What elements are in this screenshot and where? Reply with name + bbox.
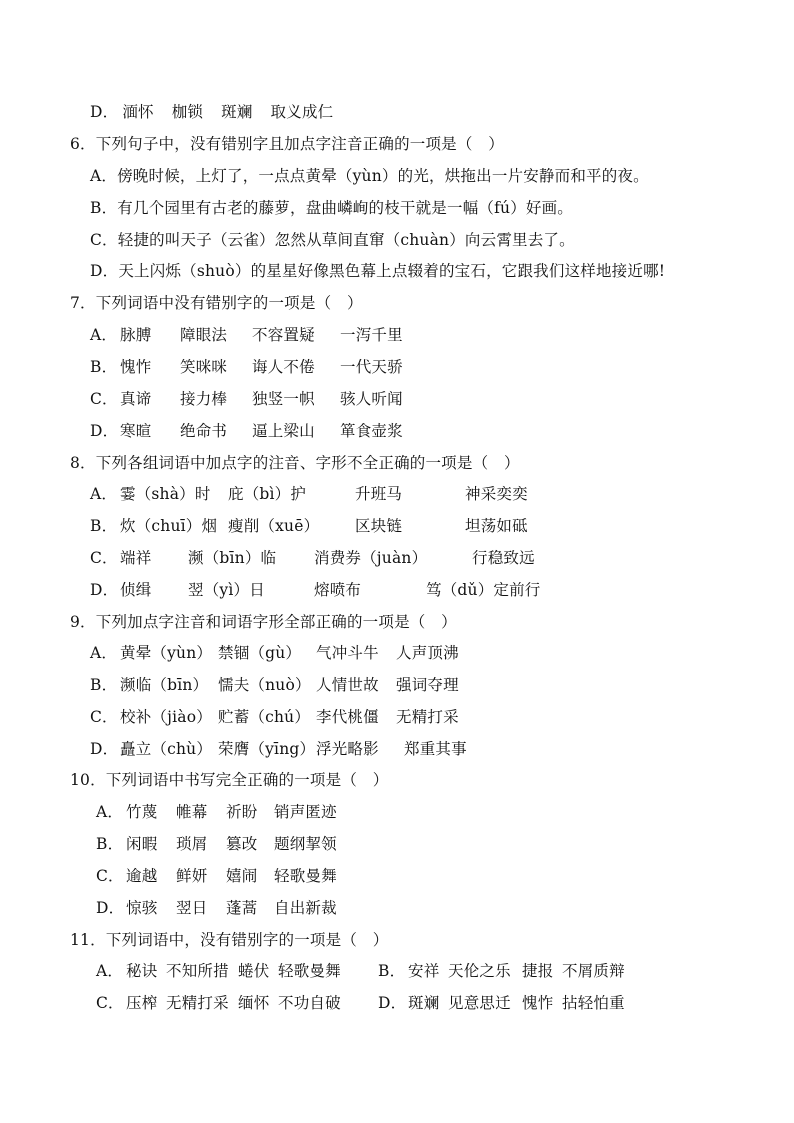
option-label: D． [90,740,119,758]
option-label: D． [378,994,407,1012]
option-word: 李代桃僵 [316,708,379,726]
option-label: C． [90,549,118,567]
option-word: 翌日 [176,899,208,917]
option-word: 独竖一帜 [252,390,315,408]
q10-option-a [96,799,337,825]
option-word: 琐屑 [176,835,208,853]
option-word: 端祥 [120,549,152,567]
q8-option-c [90,545,535,571]
option-word: 障眼法 [180,326,228,344]
option-word: 寒暄 [120,422,152,440]
option-label: C． [90,708,118,726]
q8-option-a [90,481,528,507]
option-word: 轻歌曼舞 [278,962,341,980]
option-word: 销声匿迹 [274,803,337,821]
option-label: A． [96,962,124,980]
option-word: 诲人不倦 [252,358,315,376]
option-word: 瘦削（xuē） [228,517,320,535]
q11-stem: 11．下列词语中，没有错别字的一项是（ ） [70,931,389,949]
option-word: 郑重其事 [404,740,467,758]
option-word: 祈盼 [226,803,258,821]
option-word: 庇（bì）护 [228,485,307,503]
option-word: 黄晕（yùn） [120,644,213,662]
option-label: C． [90,390,118,408]
q10-option-c [96,863,337,889]
option-word: 蓬蒿 [226,899,258,917]
option-word: 坦荡如砥 [465,517,528,535]
option-word: 缅怀 [238,994,270,1012]
option-word: 安祥 [408,962,440,980]
option-word: 枷锁 [171,103,204,121]
q7-option-d [90,418,403,444]
option-word: 霎（shà）时 [120,485,211,503]
q8-stem: 8．下列各组词语中加点字的注音、字形不全正确的一项是（ ） [70,454,520,472]
option-label: B． [96,835,124,853]
q6-stem: 6．下列句子中，没有错别字且加点字注音正确的一项是（ ） [70,135,504,153]
option-word: 炊（chuī）烟 [120,517,218,535]
option-word: 矗立（chù） [120,740,213,758]
option-label: D． [90,422,119,440]
option-word: 笑咪咪 [180,358,228,376]
option-word: 拈轻怕重 [562,994,625,1012]
option-word: 接力棒 [180,390,228,408]
option-word: 天伦之乐 [448,962,511,980]
option-word: 翌（yì）日 [188,581,265,599]
option-word: 逾越 [126,867,158,885]
option-word: 濒临（bīn） [120,676,209,694]
option-word: 轻歌曼舞 [274,867,337,885]
option-label: A． [96,803,124,821]
q7-stem: 7．下列词语中没有错别字的一项是（ ） [70,294,363,312]
option-word: 人声顶沸 [396,644,459,662]
option-word: 一代天骄 [340,358,403,376]
q9-option-a [90,640,459,666]
q10-stem: 10．下列词语中书写完全正确的一项是（ ） [70,771,389,789]
option-label: D． [90,581,119,599]
q11-row-ab [96,958,625,984]
option-label: A． [90,485,118,503]
option-word: 气冲斗牛 [316,644,379,662]
option-label: D． [96,899,125,917]
option-word: 绝命书 [180,422,228,440]
option-word: 逼上梁山 [252,422,315,440]
option-label: A． [90,644,118,662]
q9-stem: 9．下列加点字注音和词语字形全部正确的一项是（ ） [70,613,457,631]
q7-option-a [90,322,403,348]
option-word: 不屑质辩 [562,962,625,980]
q7-option-b [90,354,403,380]
option-word: 人情世故 [316,676,379,694]
option-word: 捷报 [522,962,554,980]
option-word: 骇人听闻 [340,390,403,408]
option-word: 濒（bīn）临 [188,549,277,567]
option-label: D． [90,103,119,121]
option-word: 不功自破 [278,994,341,1012]
q7-option-c [90,386,403,412]
option-word: 自出新裁 [274,899,337,917]
option-word: 题纲挈领 [274,835,337,853]
option-word: 斑斓 [408,994,440,1012]
option-word: 熔喷布 [314,581,362,599]
option-word: 真谛 [120,390,152,408]
option-word: 禁锢（gù） [218,644,302,662]
q10-option-d [96,895,337,921]
option-label: C． [96,867,124,885]
option-word: 浮光略影 [316,740,379,758]
option-word: 帷幕 [176,803,208,821]
option-word: 取义成仁 [270,103,334,121]
option-label: B． [90,358,118,376]
option-word: 行稳致远 [472,549,535,567]
q6-option-d: D．天上闪烁（shuò）的星星好像黑色幕上点辍着的宝石，它跟我们这样地接近哪! [90,262,666,280]
option-word: 懦夫（nuò） [218,676,311,694]
option-word: 一泻千里 [340,326,403,344]
option-word: 箪食壶浆 [340,422,403,440]
q10-option-b [96,831,337,857]
q9-option-d [90,736,467,762]
q6-option-b: B．有几个园里有古老的藤萝，盘曲嶙峋的枝干就是一幅（fú）好画。 [90,199,574,217]
q9-option-b [90,672,459,698]
option-word: 贮蓄（chú） [218,708,311,726]
option-word: 无精打采 [166,994,229,1012]
option-word: 消费券（juàn） [314,549,428,567]
q11-option-d [378,990,625,1016]
option-word: 神采奕奕 [465,485,528,503]
option-label: A． [90,326,118,344]
option-word: 侦缉 [120,581,152,599]
option-word: 湎怀 [122,103,154,121]
q6-option-a: A．傍晚时候，上灯了，一点点黄晕（yùn）的光，烘拖出一片安静而和平的夜。 [90,167,649,185]
option-word: 惊骇 [126,899,158,917]
option-word: 秘诀 [126,962,158,980]
q11-row-cd [96,990,625,1016]
q9-option-c [90,704,459,730]
q5-option-d [90,99,351,125]
option-word: 鲜妍 [176,867,208,885]
option-word: 压榨 [126,994,158,1012]
option-word: 蜷伏 [238,962,270,980]
option-word: 篡改 [226,835,258,853]
option-word: 升班马 [355,485,403,503]
q8-option-d [90,577,541,603]
option-word: 闲暇 [126,835,158,853]
option-label: B． [90,676,118,694]
option-label: C． [96,994,124,1012]
option-word: 区块链 [355,517,403,535]
option-word: 见意思迁 [448,994,511,1012]
q8-option-b [90,513,528,539]
option-word: 强词夺理 [396,676,459,694]
option-word: 不知所措 [166,962,229,980]
option-word: 愧怍 [120,358,152,376]
option-word: 荣膺（yīng） [218,740,316,758]
option-word: 嬉闹 [226,867,258,885]
option-word: 校补（jiào） [120,708,212,726]
q11-option-b [378,958,625,984]
option-label: B． [378,962,406,980]
option-word: 脉膊 [120,326,152,344]
option-word: 笃（dǔ）定前行 [426,581,541,599]
option-word: 无精打采 [396,708,459,726]
option-word: 愧怍 [522,994,554,1012]
option-word: 斑斓 [221,103,253,121]
q6-option-c: C．轻捷的叫天子（云雀）忽然从草间直窜（chuàn）向云霄里去了。 [90,231,575,249]
option-word: 不容置疑 [252,326,315,344]
option-word: 竹蔑 [126,803,158,821]
option-label: B． [90,517,118,535]
